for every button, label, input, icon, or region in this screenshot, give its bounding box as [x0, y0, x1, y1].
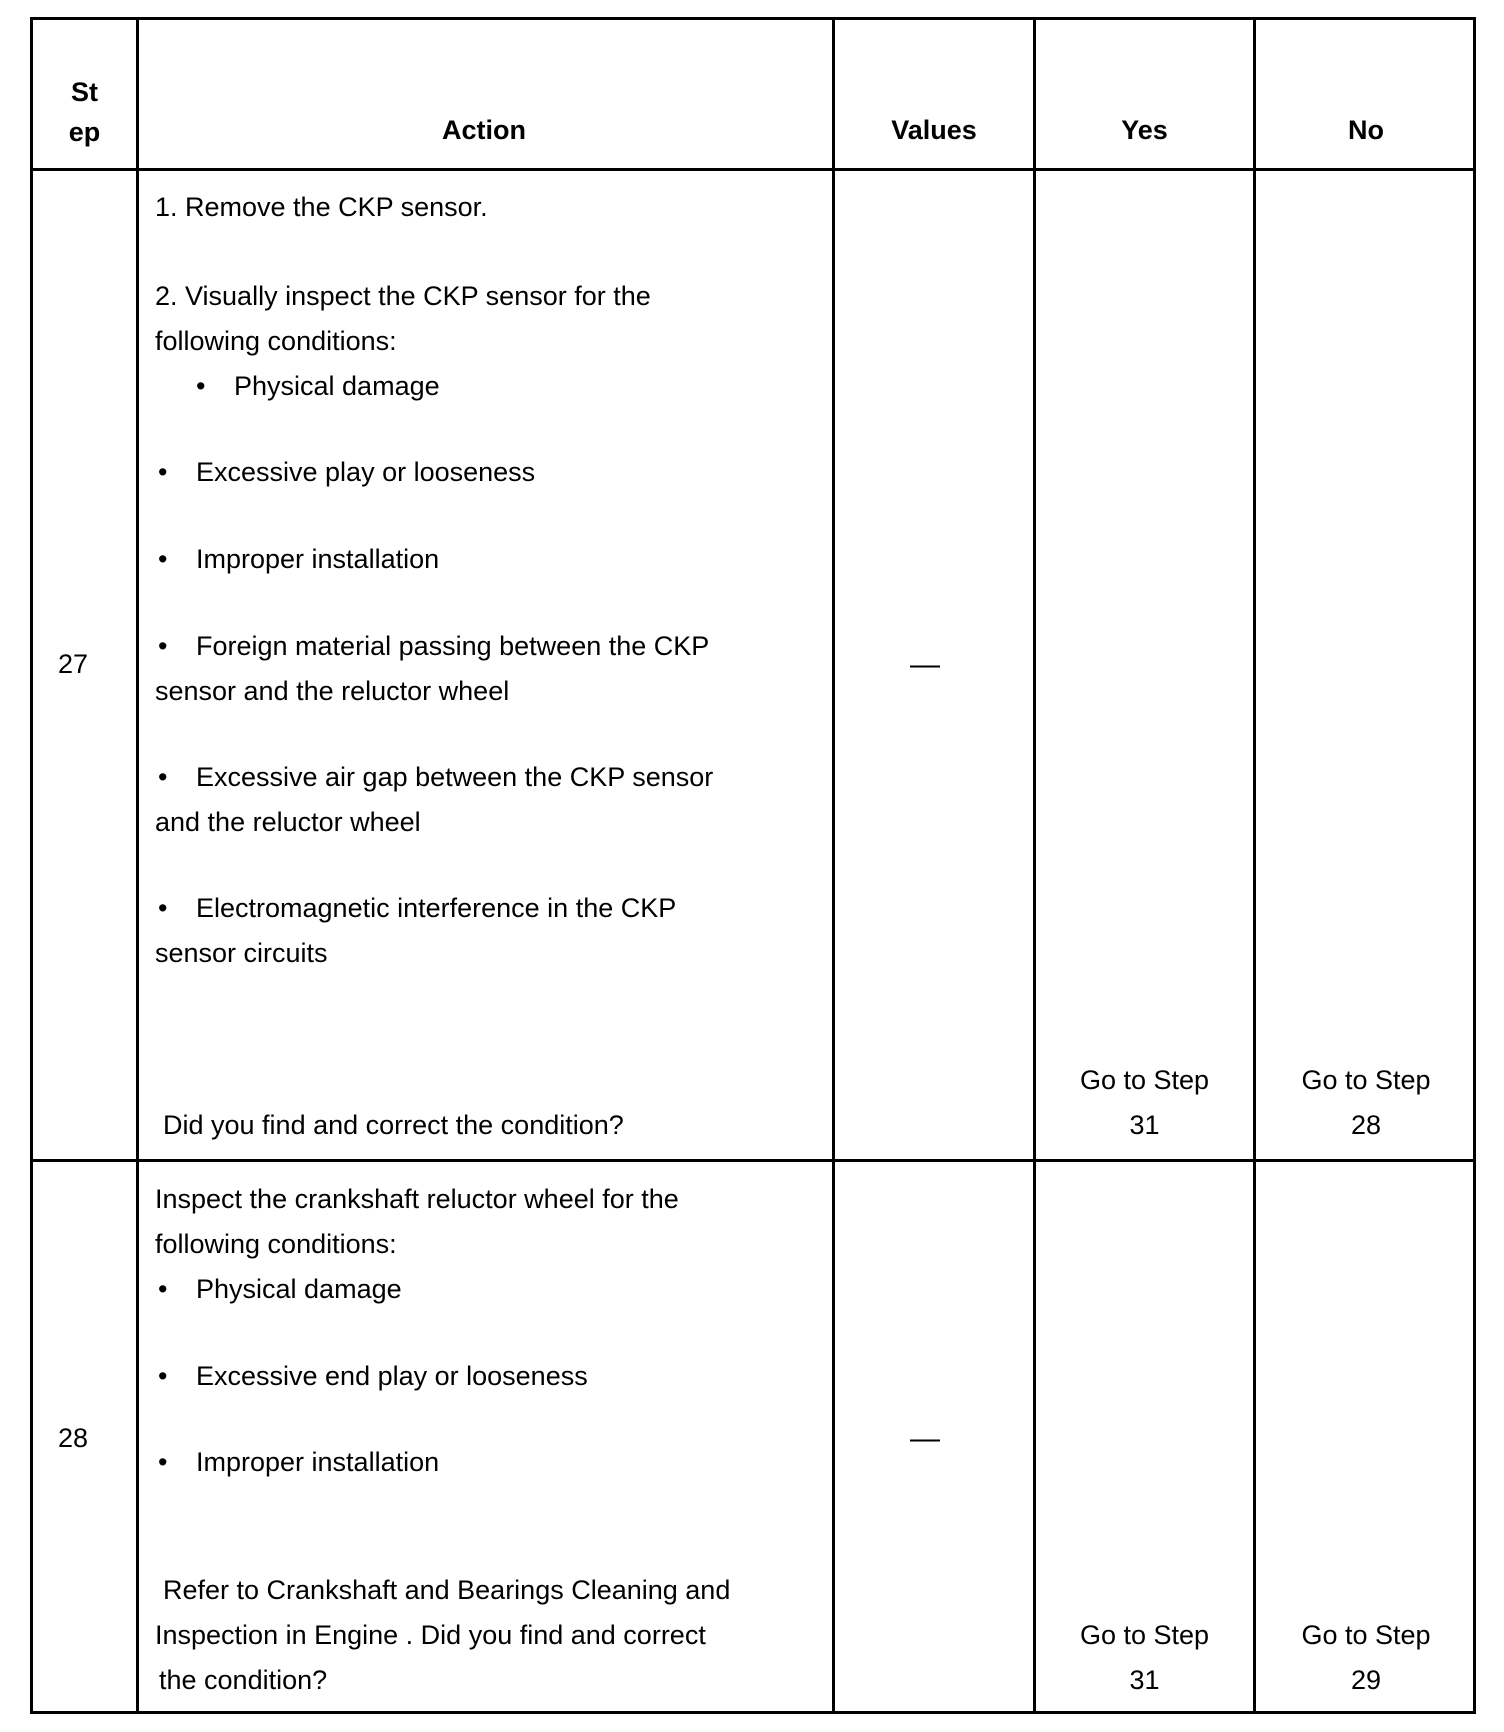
action-refer-cont: Inspection in Engine . Did you find and correct — [155, 1620, 706, 1650]
no-goto-label: Go to Step — [1301, 1620, 1431, 1650]
bullet-item: Electromagnetic interference in the CKP — [196, 893, 677, 923]
bullet-item: Foreign material passing between the CKP — [196, 631, 710, 661]
action-intro-cont: following conditions: — [155, 1229, 397, 1259]
bullet-icon: • — [158, 1274, 168, 1304]
column-divider — [136, 20, 139, 1711]
bullet-item: Excessive air gap between the CKP sensor — [196, 762, 714, 792]
bullet-item: Physical damage — [196, 1274, 402, 1304]
bullet-item: Improper installation — [196, 544, 440, 574]
action-step-2: 2. Visually inspect the CKP sensor for the — [155, 281, 651, 311]
bullet-icon: • — [158, 457, 168, 487]
bullet-icon: • — [158, 1361, 168, 1391]
no-goto-step: 28 — [1350, 1110, 1382, 1140]
bullet-item: Physical damage — [234, 371, 440, 401]
bullet-icon: • — [158, 762, 168, 792]
action-intro: Inspect the crankshaft reluctor wheel for the — [155, 1184, 679, 1214]
bullet-item-cont: and the reluctor wheel — [155, 807, 421, 837]
bullet-icon: • — [158, 1447, 168, 1477]
bullet-item-cont: sensor and the reluctor wheel — [155, 676, 510, 706]
yes-goto-label: Go to Step — [1079, 1620, 1210, 1650]
header-step: St ep — [68, 77, 101, 147]
bullet-item: Excessive play or looseness — [196, 457, 536, 487]
no-goto-label: Go to Step — [1301, 1065, 1431, 1095]
step-number: 27 — [57, 649, 89, 679]
troubleshooting-table — [30, 17, 1476, 1714]
bullet-icon: • — [158, 544, 168, 574]
bullet-icon: • — [158, 893, 168, 923]
values-dash: — — [910, 648, 940, 681]
action-question: Did you find and correct the condition? — [163, 1110, 624, 1140]
bullet-icon: • — [196, 371, 206, 401]
row-divider — [33, 168, 1473, 171]
action-refer-cont: the condition? — [159, 1665, 328, 1695]
header-yes: Yes — [1121, 115, 1168, 145]
action-step-2-cont: following conditions: — [155, 326, 397, 356]
header-action: Action — [442, 115, 526, 145]
action-step-1: 1. Remove the CKP sensor. — [155, 192, 488, 222]
header-values: Values — [891, 115, 977, 145]
yes-goto-step: 31 — [1129, 1665, 1160, 1695]
column-divider — [832, 20, 835, 1711]
header-no: No — [1348, 115, 1384, 145]
bullet-icon: • — [158, 631, 168, 661]
bullet-item: Improper installation — [196, 1447, 440, 1477]
values-dash: — — [910, 1422, 940, 1455]
column-divider — [1033, 20, 1036, 1711]
yes-goto-step: 31 — [1129, 1110, 1160, 1140]
bullet-item-cont: sensor circuits — [155, 938, 328, 968]
bullet-item: Excessive end play or looseness — [196, 1361, 588, 1391]
action-refer: Refer to Crankshaft and Bearings Cleaning and — [163, 1575, 731, 1605]
column-divider — [1253, 20, 1256, 1711]
row-divider — [33, 1159, 1473, 1162]
no-goto-step: 29 — [1350, 1665, 1382, 1695]
step-number: 28 — [57, 1423, 89, 1453]
yes-goto-label: Go to Step — [1079, 1065, 1210, 1095]
